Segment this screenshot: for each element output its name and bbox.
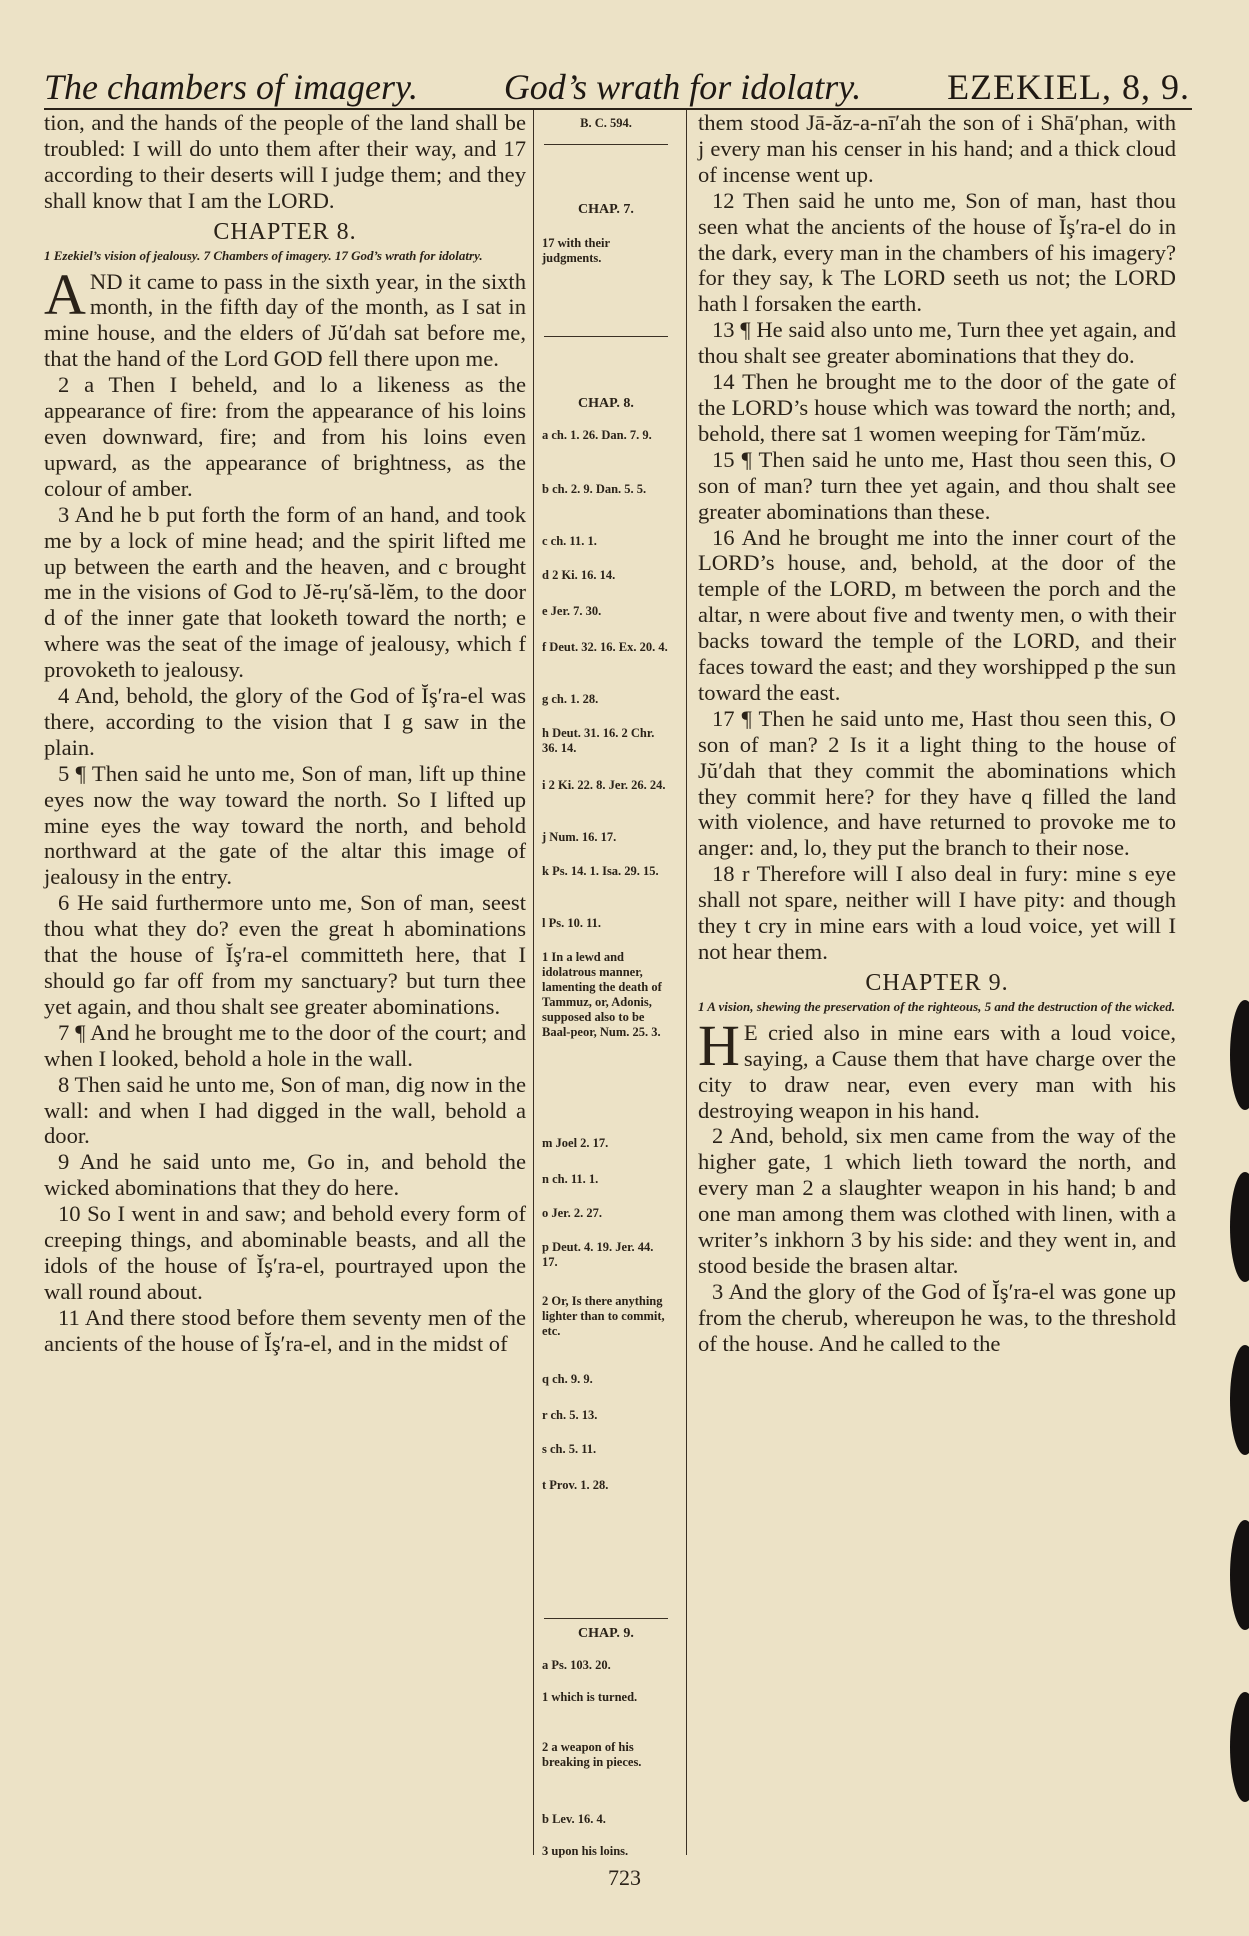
verse-text: 6 He said furthermore unto me, Son of man, seest thou what they do? even the great h abominations that the house of Ĭş′ra-el committeth here, that I should go far off from my sanctuary? but turn thee yet again, and thou shalt see greater abominations. <box>44 890 526 1019</box>
margin-note: 2 Or, Is there anything lighter than to commit, etc. <box>542 1294 665 1338</box>
margin-ref: n ch. 11. 1. <box>542 1172 599 1186</box>
chapter-9-summary: 1 A vision, shewing the preservation of the righteous, 5 and the destruction of the wicked. <box>698 998 1175 1014</box>
verse-text: 2 a Then I beheld, and lo a likeness as the appearance of fire: from the appearance of his loins even downward, fire; and from his loins even upward, as the appearance of brightness, as the colour of amber. <box>44 372 526 501</box>
thumb-index-tab <box>1230 1172 1249 1282</box>
thumb-index-tab <box>1230 1692 1249 1802</box>
margin-rule <box>544 144 668 145</box>
column-divider-left <box>533 110 534 1855</box>
header-left-title: The chambers of imagery. <box>44 67 418 107</box>
thumb-index-tab <box>1230 1520 1249 1630</box>
margin-ref: a ch. 1. 26. Dan. 7. 9. <box>542 428 652 442</box>
margin-ref: i 2 Ki. 22. 8. Jer. 26. 24. <box>542 778 666 792</box>
verse-text: 8 Then said he unto me, Son of man, dig now in the wall: and when I had digged in the wall, behold a door. <box>44 1071 526 1149</box>
margin-note: 1 which is turned. <box>542 1690 638 1704</box>
margin-ref: o Jer. 2. 27. <box>542 1206 602 1220</box>
header-center-title: God’s wrath for idolatry. <box>503 67 862 107</box>
margin-ref: t Prov. 1. 28. <box>542 1478 609 1492</box>
marginal-references <box>536 110 674 1858</box>
verse-text: 2 And, behold, six men came from the way of the higher gate, 1 which lieth toward the north, and every man 2 a slaughter weapon in his hand; b and one man among them was clothed with linen, with a writer’s inkhorn 3 by his side: and they went in, and stood beside the brasen altar. <box>698 1123 1176 1278</box>
margin-ref: h Deut. 31. 16. 2 Chr. 36. 14. <box>542 726 655 755</box>
margin-chap9-label: CHAP. 9. <box>578 1626 634 1641</box>
verse-text: 13 ¶ He said also unto me, Turn thee yet again, and thou shalt see greater abominations that they do. <box>698 317 1176 369</box>
margin-rule <box>544 336 668 337</box>
running-header <box>44 56 1190 108</box>
verse-text: tion, and the hands of the people of the land shall be troubled: I will do unto them after their way, and 17 according to their deserts will I judge them; and they shall know that I am the LORD. <box>44 110 526 213</box>
right-column <box>698 110 1176 1357</box>
margin-ref: d 2 Ki. 16. 14. <box>542 568 616 582</box>
margin-ref: f Deut. 32. 16. Ex. 20. 4. <box>542 640 668 654</box>
margin-ref: m Joel 2. 17. <box>542 1136 609 1150</box>
verse-text: 15 ¶ Then said he unto me, Hast thou seen this, O son of man? turn thee yet again, and thou shalt see greater abominations than these. <box>698 446 1176 524</box>
verse-text: 7 ¶ And he brought me to the door of the court; and when I looked, behold a hole in the wall. <box>44 1019 526 1071</box>
verse-text: 18 r Therefore will I also deal in fury: mine s eye shall not spare, neither will I have pity: and though they t cry in mine ears with a loud voice, yet will I not hear them. <box>698 861 1176 964</box>
margin-note: 3 upon his loins. <box>542 1844 629 1858</box>
verse-text: 3 And he b put forth the form of an hand, and took me by a lock of mine head; and the spirit lifted me up between the earth and the heaven, and c brought me in the visions of God to Jĕ-rụ′să-lĕm, to the door d of the inner gate that looketh toward the north; e where was the seat of the image of jealousy, which f provoketh to jealousy. <box>44 501 526 683</box>
verse-text: 16 And he brought me into the inner court of the LORD’s house, and, behold, at the door of the temple of the LORD, m between the porch and the altar, n were about five and twenty men, o with their backs toward the temple of the LORD, and their faces toward the east; and they worshipped p the sun toward the east. <box>698 524 1176 705</box>
margin-chap7-label: CHAP. 7. <box>578 202 634 217</box>
thumb-index-tab <box>1230 1345 1249 1455</box>
margin-ref: a Ps. 103. 20. <box>542 1658 611 1672</box>
margin-ref: j Num. 16. 17. <box>542 830 617 844</box>
margin-ref: s ch. 5. 11. <box>542 1442 597 1456</box>
column-divider-right <box>686 110 687 1855</box>
chapter-8-summary: 1 Ezekiel’s vision of jealousy. 7 Chambers of imagery. 17 God’s wrath for idolatry. <box>44 247 483 263</box>
margin-ref: g ch. 1. 28. <box>542 692 599 706</box>
left-column <box>44 110 526 1357</box>
verse-text: 9 And he said unto me, Go in, and behold the wicked abominations that they do here. <box>44 1149 526 1201</box>
margin-ref: p Deut. 4. 19. Jer. 44. 17. <box>542 1240 654 1269</box>
verse-text: 11 And there stood before them seventy men of the ancients of the house of Ĭş′ra-el, and in the midst of <box>44 1304 526 1356</box>
chapter-9-heading: CHAPTER 9. <box>865 969 1009 996</box>
verse-text: 10 So I went in and saw; and behold every form of creeping things, and abominable beasts, and all the idols of the house of Ĭş′ra-el, pourtrayed upon the wall round about. <box>44 1201 526 1304</box>
margin-ref: e Jer. 7. 30. <box>542 604 602 618</box>
verse-text: 17 ¶ Then he said unto me, Hast thou seen this, O son of man? 2 Is it a light thing to the house of Jŭ′dah that they commit the abominations which they commit here? for they have q filled the land with violence, and have returned to provoke me to anger: and, lo, they put the branch to their nose. <box>698 705 1176 861</box>
margin-chap8-label: CHAP. 8. <box>578 396 634 411</box>
drop-cap-a: A <box>44 261 86 327</box>
verse-1-text: E cried also in mine ears with a loud voice, saying, a Cause them that have charge over the city to draw near, even every man with his destroying weapon in his hand. <box>698 1019 1176 1123</box>
margin-rule <box>544 1618 668 1619</box>
verse-text: 5 ¶ Then said he unto me, Son of man, lift up thine eyes now the way toward the north. So I lifted up mine eyes the way toward the north, and behold northward at the gate of the altar this image of jealousy in the entry. <box>44 760 526 890</box>
margin-ref: l Ps. 10. 11. <box>542 916 602 930</box>
margin-date: B. C. 594. <box>580 116 632 130</box>
margin-ref: r ch. 5. 13. <box>542 1408 598 1422</box>
verse-1-text: ND it came to pass in the sixth year, in the sixth month, in the fifth day of the month, as I sat in mine house, and the elders of Jŭ′dah sat before me, that the hand of the Lord GOD fell there upon me. <box>44 268 526 372</box>
verse-text: 3 And the glory of the God of Ĭş′ra-el was gone up from the cherub, whereupon he was, to the threshold of the house. And he called to the <box>698 1278 1176 1356</box>
margin-ref: c ch. 11. 1. <box>542 534 597 548</box>
verse-text <box>698 1012 1176 1124</box>
margin-ref: b ch. 2. 9. Dan. 5. 5. <box>542 482 647 496</box>
verse-text <box>44 261 526 373</box>
thumb-index-tab <box>1230 1000 1249 1110</box>
margin-note: 17 with their judgments. <box>542 236 610 265</box>
verse-text: them stood Jā-ăz-a-nī′ah the son of i Shā′phan, with j every man his censer in his hand; and a thick cloud of incense went up. <box>698 110 1176 187</box>
verse-text: 14 Then he brought me to the door of the gate of the LORD’s house which was toward the north; and, behold, there sat 1 women weeping for Tăm′mŭz. <box>698 369 1176 446</box>
margin-ref: k Ps. 14. 1. Isa. 29. 15. <box>542 864 659 878</box>
verse-text: 4 And, behold, the glory of the God of Ĭş′ra-el was there, according to the vision that I g saw in the plain. <box>44 683 526 760</box>
chapter-8-heading: CHAPTER 8. <box>213 218 357 245</box>
header-book-reference: EZEKIEL, 8, 9. <box>947 67 1190 107</box>
margin-note: 1 In a lewd and idolatrous manner, lamenting the death of Tammuz, or, Adonis, supposed also to be Baal-peor, Num. 25. 3. <box>542 950 662 1039</box>
drop-cap-h: H <box>698 1012 740 1078</box>
margin-note: 2 a weapon of his breaking in pieces. <box>542 1740 642 1769</box>
margin-ref: b Lev. 16. 4. <box>542 1812 606 1826</box>
verse-text: 12 Then said he unto me, Son of man, hast thou seen what the ancients of the house of Ĭş′ra-el do in the dark, every man in the chambers of his imagery? for they say, k The LORD seeth us not; the LORD hath l forsaken the earth. <box>698 187 1176 317</box>
page-number: 723 <box>608 1865 641 1890</box>
margin-ref: q ch. 9. 9. <box>542 1372 593 1386</box>
